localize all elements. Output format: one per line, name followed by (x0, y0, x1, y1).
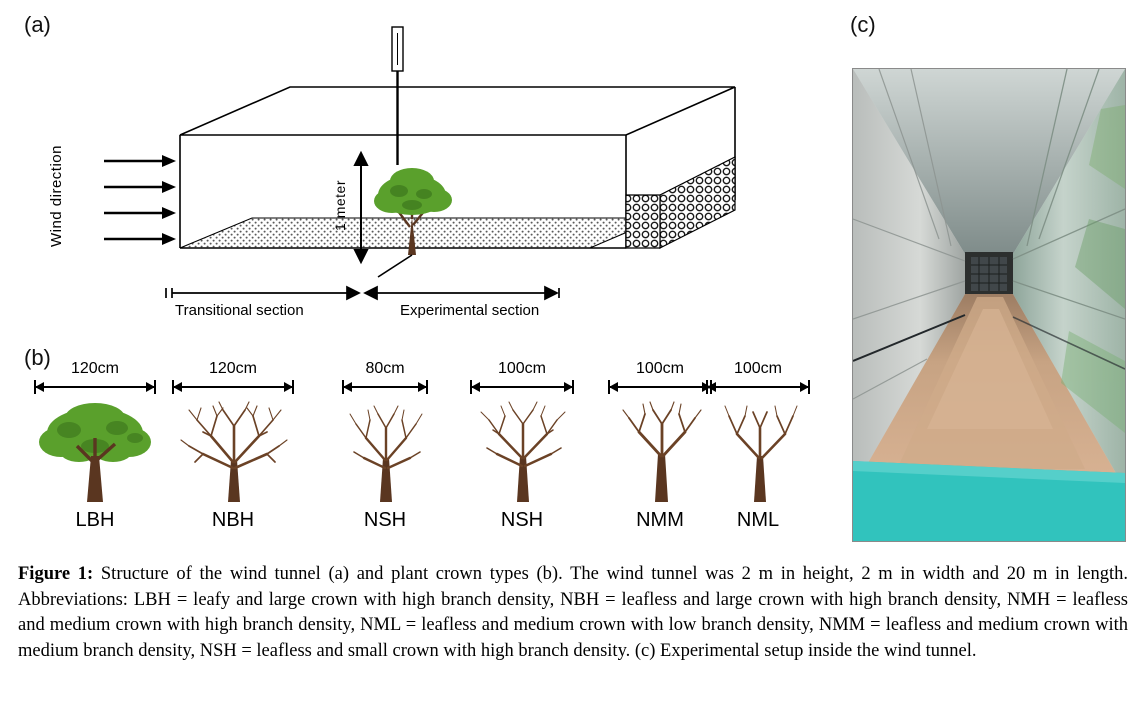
crown-illustration (30, 398, 160, 503)
crown-type-item (457, 360, 587, 532)
crown-width-arrow (706, 380, 810, 394)
panel-a-wind-tunnel-diagram (20, 5, 820, 335)
crown-width-label: 100cm (733, 360, 783, 377)
panel-c-tunnel-photo (852, 68, 1126, 542)
height-label: 1 meter (332, 180, 348, 231)
crown-width-label: 120cm (208, 360, 258, 377)
transitional-section-label: Transitional section (175, 302, 304, 319)
crown-width-arrow (172, 380, 294, 394)
experimental-section-label: Experimental section (400, 302, 540, 319)
crown-type-item (30, 360, 160, 532)
crown-illustration (457, 398, 587, 503)
figure-caption-text: Structure of the wind tunnel (a) and plant crown types (b). The wind tunnel was 2 m in height, 2 m in width and 20 m in length. Abbreviations: LBH = leafy and large crown with high branch density, NBH = leafless and large crown with high branch density, NMH = leafless and medium crown with high branch density, NML = leafless and medium crown with low branch density, NMM = leafless and medium crown with medium branch density, NSH = leafless and small crown with high branch density. (c) Experimental setup inside the wind tunnel. (18, 564, 1128, 661)
panel-a-label: (a) (24, 12, 51, 37)
crown-illustration (168, 398, 298, 503)
panel-b-label: (b) (24, 345, 51, 370)
crown-illustration (320, 398, 450, 503)
wind-arrows-icon (104, 161, 162, 239)
crown-type-name: NSH (500, 509, 544, 531)
figure-caption (18, 562, 1128, 664)
crown-width-arrow (470, 380, 574, 394)
crown-type-item (168, 360, 298, 532)
crown-type-name: LBH (75, 509, 115, 531)
crown-width-label: 100cm (497, 360, 547, 377)
crown-illustration (693, 398, 823, 503)
crown-width-label: 80cm (365, 360, 405, 377)
crown-type-name: NBH (211, 509, 255, 531)
figure-caption-title: Figure 1: (18, 564, 94, 584)
crown-type-item (693, 360, 823, 532)
crown-width-label: 120cm (70, 360, 120, 377)
wind-direction-label: Wind direction (48, 145, 65, 248)
crown-type-name: NMM (636, 509, 684, 531)
crown-type-name: NML (736, 509, 780, 531)
wind-tunnel-photo (853, 69, 1125, 541)
panel-c-label: (c) (850, 12, 876, 37)
crown-width-arrow (342, 380, 428, 394)
crown-width-label: 100cm (635, 360, 685, 377)
wind-tunnel-svg (20, 5, 820, 335)
crown-type-name: NSH (363, 509, 407, 531)
crown-type-item (320, 360, 450, 532)
panel-b-crown-types (20, 360, 820, 550)
crown-width-arrow (34, 380, 156, 394)
